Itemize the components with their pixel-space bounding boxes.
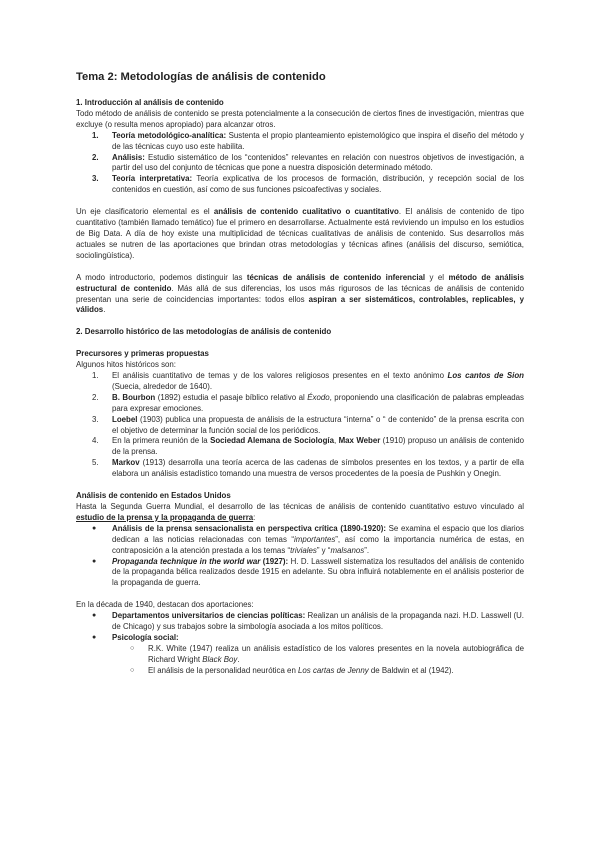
page-title: Tema 2: Metodologías de análisis de contenido — [76, 71, 326, 83]
list-item: 3. Loebel (1903) publica una propuesta de análisis de la estructura “interna” o “ de contenido” de la prensa escrita con el objetivo de determinar la función social de los periódicos. — [92, 414, 524, 435]
decada-1940-list — [76, 611, 524, 644]
section-1-intro: Todo método de análisis de contenido se presta potencialmente a la consecución de ciertos fines de investigación, mientras que excluye (o resulta menos apropiado) para alcanzar otros. — [76, 108, 524, 129]
bullet-icon: ● — [92, 557, 97, 565]
subheading-estados-unidos: Análisis de contenido en Estados Unidos — [76, 491, 231, 501]
list-item: 5. Markov (1913) desarrolla una teoría acerca de las cadenas de símbolos presentes en los textos, y a partir de ella elabora un análisis estadístico tomando una muestra de versos procedentes de la poesía de Pushkin y Onegin. — [92, 458, 524, 479]
paragraph-decada-1940: En la década de 1940, destacan dos aportaciones: — [76, 600, 254, 610]
list-item: ○ El análisis de la personalidad neurótica en Los cartas de Jenny de Baldwin et al (1942). — [130, 665, 454, 675]
list-item: 2. B. Bourbon (1892) estudia el pasaje bíblico relativo al Éxodo, proponiendo una clasificación de palabras empleadas para expresar emociones. — [92, 392, 525, 413]
hitos-list — [76, 371, 524, 480]
precursores-intro: Algunos hitos históricos son: — [76, 360, 177, 370]
list-item: ● Propaganda technique in the world war (1927): H. D. Lasswell sistematiza los resultados del análisis de contenido de la propaganda bélica realizados desde 1915 en adelante. Su obra influirá notablemente en el análisis posterior de la propaganda de guerra. — [92, 556, 525, 588]
estados-unidos-intro: Hasta la Segunda Guerra Mundial, el desarrollo de las técnicas de análisis de contenido cuantitativo estuvo vinculado al estudio de la prensa y la propaganda de guerra: — [76, 502, 524, 522]
bullet-icon: ● — [92, 612, 97, 620]
bullet-icon: ● — [92, 524, 97, 532]
subheading-precursores: Precursores y primeras propuestas — [76, 349, 209, 359]
list-item: 3. Teoría interpretativa: Teoría explicativa de los procesos de formación, distribución, y recepción social de los contenidos en cuestión, así como de sus funciones psicoafectivas y sociales. — [92, 174, 525, 195]
psicologia-social-sublist — [76, 644, 524, 677]
list-item: ○ R.K. White (1947) realiza un análisis estadístico de los valores presentes en la novela autobiográfica de Richard Wright Black Boy. — [130, 643, 524, 664]
circle-bullet-icon: ○ — [130, 666, 135, 674]
list-item: ● Análisis de la prensa sensacionalista en perspectiva crítica (1890-1920): Se examina el espacio que los diarios dedican a las noticias relacionadas con temas “importantes”, así como la importancia numérica de estas, en contraposición a la atención prestada a los temas “triviales” y “malsanos”. — [92, 523, 525, 555]
bullet-icon: ● — [92, 633, 97, 641]
paragraph-modo-introductorio: A modo introductorio, podemos distinguir las técnicas de análisis de contenido inferencial y el método de análisis estructural de contenido. Más allá de sus diferencias, los usos más rigurosos de las técnicas de análisis de contenido presentan una serie de coincidencias importantes: todos ellos aspiran a ser sistemáticos, controlables, replicables, y válidos. — [76, 272, 525, 315]
list-item: ● Psicología social: — [92, 632, 179, 642]
section-2-heading: 2. Desarrollo histórico de las metodologías de análisis de contenido — [76, 327, 332, 337]
list-item: 1. El análisis cuantitativo de temas y de los valores religiosos presentes en el texto anónimo Los cantos de Sion (Suecia, alrededor de 1640). — [92, 371, 524, 391]
us-bullet-list — [76, 524, 524, 589]
circle-bullet-icon: ○ — [130, 644, 135, 652]
intro-numbered-list — [76, 131, 524, 196]
paragraph-eje-clasificatorio: Un eje clasificatorio elemental es el análisis de contenido cualitativo o cuantitativo. El análisis de contenido de tipo cuantitativo (también llamado temático) fue el primero en desarrollarse. Actualmente está reviviendo un impulso en los estudios de Big Data. A día de hoy existe una multiplicidad de técnicas cualitativas de análisis de contenido. Sus desarrollos más actuales se nutren de las aportaciones que brindan otras metodologías y técnicas afines (análisis del discurso, semiótica, sociolingüística). — [76, 207, 524, 260]
section-1-heading: 1. Introducción al análisis de contenido — [76, 98, 224, 107]
list-item: ● Departamentos universitarios de ciencias políticas: Realizan un análisis de la propaganda nazi. H.D. Lasswell (U. de Chicago) y sus trabajos sobre la simbología asociada a los mitos políticos. — [92, 611, 524, 632]
list-item: 4. En la primera reunión de la Sociedad Alemana de Sociología, Max Weber (1910) propuso un análisis de contenido de la prensa. — [92, 436, 524, 457]
list-item: 2. Análisis: Estudio sistemático de los “contenidos” relevantes en relación con nuestros objetivos de investigación, a partir del uso del conjunto de técnicas que pone a nuestra disposición determinado método. — [92, 152, 524, 173]
list-item: 1. Teoría metodológico-analítica: Sustenta el propio planteamiento epistemológico que inspira el diseño del método y de las técnicas cuyo uso este habilita. — [92, 130, 524, 151]
